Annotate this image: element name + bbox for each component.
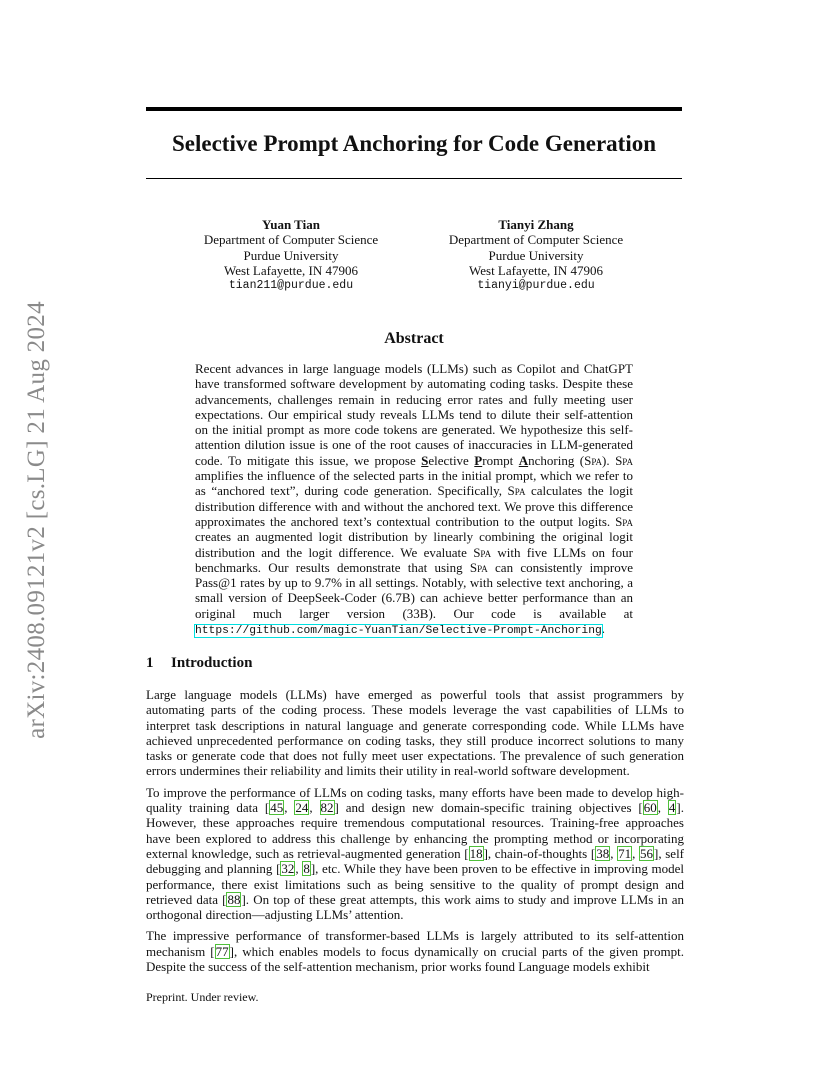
author-department: Department of Computer Science: [448, 232, 624, 248]
paper-title: Selective Prompt Anchoring for Code Generation: [172, 131, 656, 156]
section-number: 1: [146, 655, 154, 671]
author-city: West Lafayette, IN 47906: [469, 262, 603, 278]
footer-note: Preprint. Under review.: [146, 990, 259, 1004]
author-block-1: [171, 217, 411, 293]
citation-link[interactable]: 77: [215, 943, 229, 959]
paragraph-1: Large language models (LLMs) have emerged as powerful tools that assist programmers by automating parts of the coding process. These models leverage the vast capabilities of LLMs to interpret task descriptions in natural language and generate corresponding code. While LLMs have achieved unprecedented performance on coding tasks, they still produce incorrect solutions to many tasks or generate code that does not fully meet user expectations. The prevalence of such generation errors undermines their reliability and limits their utility in real-world software development.: [146, 687, 684, 779]
citation-link[interactable]: 71: [618, 845, 632, 861]
section-heading: [146, 653, 252, 673]
citation-link[interactable]: 4: [668, 800, 676, 816]
citation-link[interactable]: 38: [596, 845, 610, 861]
author-name: Tianyi Zhang: [498, 217, 574, 232]
introduction-body: [146, 687, 684, 980]
author-name: Yuan Tian: [262, 217, 320, 232]
paragraph-3: The impressive performance of transformer-based LLMs is largely attributed to its self-attention mechanism [77], which enables models to focus dynamically on crucial parts of the given prompt. Despite the success of the self-attention mechanism, prior works found Language models exhibit: [146, 928, 684, 975]
title-rule-top: [146, 107, 682, 111]
abstract-text: Recent advances in large language models (LLMs) such as Copilot and ChatGPT have transformed software development by automating coding tasks. Despite these advancements, challenges remain in reducing error rates and fully meeting user expectations. Our empirical study reveals LLMs tend to dilute their self-attention on the initial prompt as more code tokens are generated. We hypothesize this self-attention dilution issue is one of the root causes of inaccuracies in LLM-generated code. To mitigate this issue, we propose Selective Prompt Anchoring (Spa). Spa amplifies the influence of the selected parts in the initial prompt, which we refer to as “anchored text”, during code generation. Specifically, Spa calculates the logit distribution difference with and without the anchored text. We prove this difference approximates the anchored text’s contextual contribution to the output logits. Spa creates an augmented logit distribution by linearly combining the original logit distribution and the logit difference. We evaluate Spa with five LLMs on four benchmarks. Our results demonstrate that using Spa can consistently improve Pass@1 rates by up to 9.7% in all settings. Notably, with selective text anchoring, a small version of DeepSeek-Coder (6.7B) can achieve better performance than an original much larger version (33B). Our code is available at https://github.com/magic-YuanTian/Selective-Prompt-Anchoring.: [195, 361, 634, 638]
author-university: Purdue University: [488, 247, 584, 263]
citation-link[interactable]: 32: [281, 861, 295, 877]
title-rule-bottom: [146, 178, 682, 179]
author-department: Department of Computer Science: [203, 232, 379, 248]
citation-link[interactable]: 60: [643, 800, 657, 816]
citation-link[interactable]: 56: [640, 845, 654, 861]
arxiv-identifier: [20, 280, 54, 760]
author-city: West Lafayette, IN 47906: [224, 262, 358, 278]
paragraph-2: To improve the performance of LLMs on coding tasks, many efforts have been made to develop high-quality training data [45, 24, 82] and design new domain-specific training objectives [60, 4]. However, these approaches require tremendous computational resources. Training-free approaches have been explored to address this challenge by enhancing the prompting method or incorporating external knowledge, such as retrieval-augmented generation [18], chain-of-thoughts [38, 71, 56], self debugging and planning [32, 8], etc. While they have been proven to be effective in improving model performance, there exist limitations such as being sensitive to the quality of prompt design and retrieved data [88]. On top of these great attempts, this work aims to study and improve LLMs in an orthogonal direction—adjusting LLMs’ attention.: [146, 784, 685, 923]
author-email[interactable]: tian211@purdue.edu: [228, 279, 354, 293]
code-link[interactable]: https://github.com/magic-YuanTian/Selective-Prompt-Anchoring: [195, 625, 602, 638]
citation-link[interactable]: 88: [227, 891, 241, 907]
citation-link[interactable]: 18: [469, 845, 483, 861]
author-email[interactable]: tianyi@purdue.edu: [477, 279, 595, 293]
citation-link[interactable]: 82: [320, 800, 334, 816]
arxiv-identifier-text: arXiv:2408.09121v2 [cs.LG] 21 Aug 2024: [23, 301, 50, 739]
citation-link[interactable]: 24: [295, 800, 309, 816]
section-title: Introduction: [171, 655, 253, 671]
citation-link[interactable]: 8: [303, 861, 310, 877]
author-university: Purdue University: [243, 247, 339, 263]
author-block-2: [416, 217, 656, 293]
abstract-heading: Abstract: [384, 330, 444, 347]
citation-link[interactable]: 45: [270, 800, 284, 816]
